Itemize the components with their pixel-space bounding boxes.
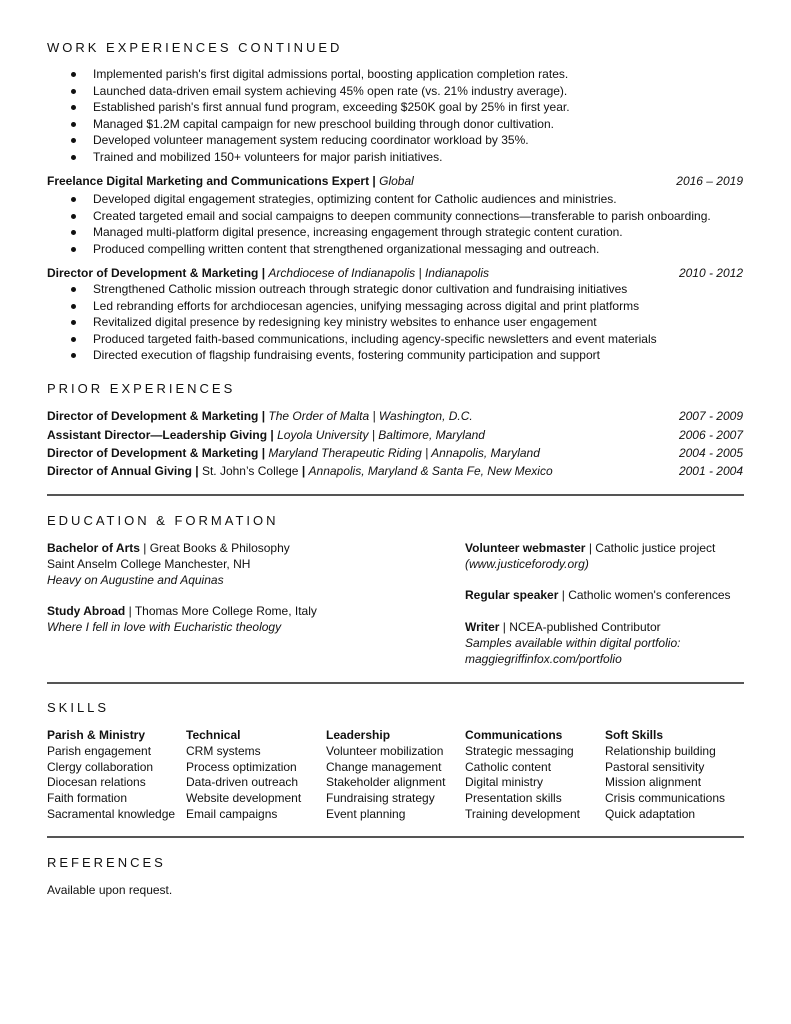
speaker-venue: Catholic women's conferences xyxy=(568,588,731,602)
skills-column-leadership xyxy=(326,728,445,823)
prior-role: Director of Annual Giving xyxy=(47,464,192,478)
job-role: Director of Development & Marketing xyxy=(47,266,259,280)
prior-dates: 2004 - 2005 xyxy=(678,446,743,460)
divider xyxy=(47,836,744,838)
writer-entry: Writer | NCEA-published Contributor Samples available within digital portfolio: maggiegriffinfox.com/portfolio xyxy=(465,620,681,666)
study-abroad: Study Abroad | Thomas More College Rome, Italy Where I fell in love with Eucharistic theology xyxy=(47,604,317,634)
skill-item: Crisis communications xyxy=(605,791,726,806)
job-role: Freelance Digital Marketing and Communications Expert xyxy=(47,174,370,188)
section-title-skills: SKILLS xyxy=(47,700,110,715)
divider xyxy=(47,494,744,496)
work-continued-bullets xyxy=(47,66,747,165)
list-item: Directed execution of flagship fundraising events, fostering community participation and support xyxy=(47,347,747,364)
webmaster-project: Catholic justice project xyxy=(595,541,716,555)
prior-org: The Order of Malta | Washington, D.C. xyxy=(268,409,473,423)
skills-column-communications xyxy=(465,728,580,823)
degree-field: Great Books & Philosophy xyxy=(149,541,290,555)
skills-column-soft xyxy=(605,728,725,823)
skill-item: CRM systems xyxy=(186,743,261,758)
skill-item: Fundraising strategy xyxy=(326,791,435,806)
prior-dates: 2001 - 2004 xyxy=(678,464,743,478)
skills-heading: Communications xyxy=(465,728,563,742)
prior-row: Director of Annual Giving | St. John’s College | Annapolis, Maryland & Santa Fe, New Mexico 2001 - 2004 xyxy=(47,464,743,478)
list-item: Managed $1.2M capital campaign for new preschool building through donor cultivation. xyxy=(47,116,747,133)
education-right: Volunteer webmaster | Catholic justice project (www.justiceforody.org) xyxy=(465,541,716,571)
skills-heading: Soft Skills xyxy=(605,728,664,742)
college-name: Saint Anselm College Manchester, NH xyxy=(47,557,251,571)
study-abroad-note: Where I fell in love with Eucharistic theology xyxy=(47,620,282,634)
skill-item: Training development xyxy=(465,806,580,821)
section-title-prior: PRIOR EXPERIENCES xyxy=(47,381,236,396)
list-item: Led rebranding efforts for archdiocesan agencies, unifying messaging across digital and print platforms xyxy=(47,298,747,315)
skill-item: Parish engagement xyxy=(47,743,152,758)
divider xyxy=(47,682,744,684)
job-dates: 2010 - 2012 xyxy=(678,266,743,280)
skills-heading: Technical xyxy=(186,728,241,742)
webmaster-label: Volunteer webmaster xyxy=(465,541,586,555)
job-bullets-freelance xyxy=(47,191,747,257)
skills-heading: Leadership xyxy=(326,728,391,742)
list-item: Produced compelling written content that strengthened organizational messaging and outreach. xyxy=(47,241,747,258)
prior-row: Director of Development & Marketing | The Order of Malta | Washington, D.C. 2007 - 2009 xyxy=(47,409,743,423)
list-item: Developed digital engagement strategies, optimizing content for Catholic audiences and ministries. xyxy=(47,191,747,208)
skill-item: Process optimization xyxy=(186,759,297,774)
skill-item: Stakeholder alignment xyxy=(326,775,446,790)
prior-college: St. John’s College xyxy=(201,464,299,478)
speaker-label: Regular speaker xyxy=(465,588,559,602)
skill-item: Presentation skills xyxy=(465,791,562,806)
skill-item: Diocesan relations xyxy=(47,775,146,790)
degree-label: Bachelor of Arts xyxy=(47,541,140,555)
speaker-entry: Regular speaker | Catholic women's conferences xyxy=(465,588,731,602)
skill-item: Volunteer mobilization xyxy=(326,743,444,758)
study-abroad-label: Study Abroad xyxy=(47,604,126,618)
skill-item: Email campaigns xyxy=(186,806,278,821)
skill-item: Strategic messaging xyxy=(465,743,574,758)
list-item: Launched data-driven email system achieving 45% open rate (vs. 21% industry average). xyxy=(47,83,747,100)
list-item: Produced targeted faith-based communications, including agency-specific newsletters and event materials xyxy=(47,331,747,348)
references-text: Available upon request. xyxy=(47,883,173,897)
portfolio-note: Samples available within digital portfolio: xyxy=(465,636,681,650)
prior-role: Director of Development & Marketing xyxy=(47,446,259,460)
portfolio-url: maggiegriffinfox.com/portfolio xyxy=(465,652,622,666)
section-title-education: EDUCATION & FORMATION xyxy=(47,513,279,528)
prior-row: Director of Development & Marketing | Maryland Therapeutic Riding | Annapolis, Maryland 2004 - 2005 xyxy=(47,446,743,460)
job-org: Archdiocese of Indianapolis | Indianapolis xyxy=(268,266,490,280)
section-title-work-continued: WORK EXPERIENCES CONTINUED xyxy=(47,40,343,55)
list-item: Managed multi-platform digital presence, increasing engagement through strategic content curation. xyxy=(47,224,747,241)
list-item: Revitalized digital presence by redesigning key ministry websites to enhance user engagement xyxy=(47,314,747,331)
list-item: Strengthened Catholic mission outreach through strategic donor cultivation and fundraising initiatives xyxy=(47,281,747,298)
job-bullets-archdiocese xyxy=(47,281,747,364)
list-item: Trained and mobilized 150+ volunteers for major parish initiatives. xyxy=(47,149,747,166)
writer-label: Writer xyxy=(465,620,500,634)
prior-role: Assistant Director—Leadership Giving xyxy=(47,428,268,442)
job-org: Global xyxy=(379,174,414,188)
skills-heading: Parish & Ministry xyxy=(47,728,146,742)
list-item: Established parish's first annual fund program, exceeding $250K goal by 25% in first year. xyxy=(47,99,747,116)
skill-item: Digital ministry xyxy=(465,775,544,790)
webmaster-url: (www.justiceforody.org) xyxy=(465,557,589,571)
list-item: Created targeted email and social campaigns to deepen community connections—transferable to parish onboarding. xyxy=(47,208,747,225)
skill-item: Data-driven outreach xyxy=(186,775,299,790)
job-dates: 2016 – 2019 xyxy=(676,174,743,188)
prior-dates: 2006 - 2007 xyxy=(678,428,743,442)
skill-item: Sacramental knowledge xyxy=(47,806,176,821)
degree-note: Heavy on Augustine and Aquinas xyxy=(47,573,224,587)
skill-item: Change management xyxy=(326,759,442,774)
skill-item: Relationship building xyxy=(605,743,716,758)
writer-role: NCEA-published Contributor xyxy=(509,620,661,634)
skills-column-parish xyxy=(47,728,175,823)
list-item: Implemented parish's first digital admissions portal, boosting application completion rates. xyxy=(47,66,747,83)
prior-org: Loyola University | Baltimore, Maryland xyxy=(277,428,485,442)
list-item: Developed volunteer management system reducing coordinator workload by 35%. xyxy=(47,132,747,149)
job-header-freelance: Freelance Digital Marketing and Communications Expert | Global 2016 – 2019 xyxy=(47,174,743,188)
education-left: Bachelor of Arts | Great Books & Philosophy Saint Anselm College Manchester, NH Heavy on Augustine and Aquinas xyxy=(47,541,290,587)
prior-row: Assistant Director—Leadership Giving | Loyola University | Baltimore, Maryland 2006 - 2007 xyxy=(47,428,743,442)
skill-item: Catholic content xyxy=(465,759,552,774)
study-abroad-place: Thomas More College Rome, Italy xyxy=(134,604,317,618)
section-title-references: REFERENCES xyxy=(47,855,166,870)
prior-dates: 2007 - 2009 xyxy=(678,409,743,423)
skill-item: Mission alignment xyxy=(605,775,702,790)
skills-column-technical xyxy=(186,728,301,823)
skill-item: Pastoral sensitivity xyxy=(605,759,705,774)
prior-role: Director of Development & Marketing xyxy=(47,409,259,423)
skill-item: Faith formation xyxy=(47,791,128,806)
skill-item: Quick adaptation xyxy=(605,806,696,821)
skill-item: Event planning xyxy=(326,806,406,821)
job-header-archdiocese: Director of Development & Marketing | Archdiocese of Indianapolis | Indianapolis 2010 - 2012 xyxy=(47,266,743,280)
prior-org: Annapolis, Maryland & Santa Fe, New Mexico xyxy=(308,464,553,478)
skill-item: Website development xyxy=(186,791,302,806)
prior-org: Maryland Therapeutic Riding | Annapolis, Maryland xyxy=(268,446,540,460)
skill-item: Clergy collaboration xyxy=(47,759,154,774)
